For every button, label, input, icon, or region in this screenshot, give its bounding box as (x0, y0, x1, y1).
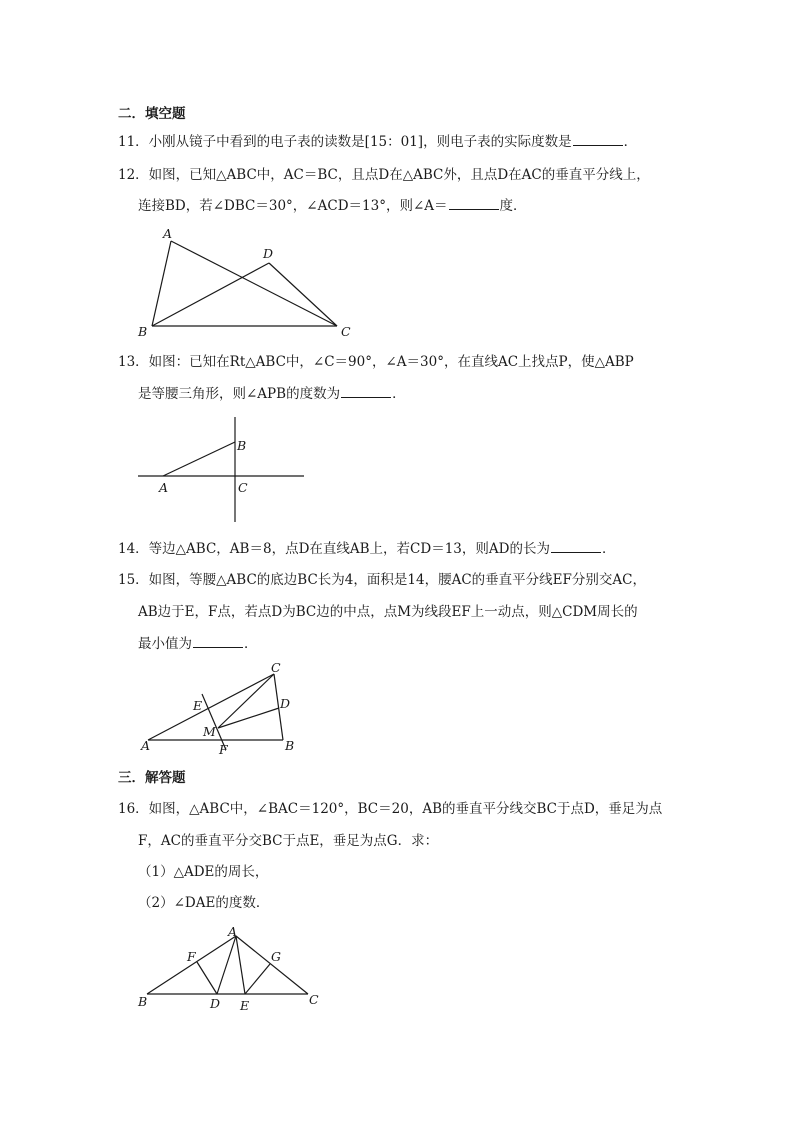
question-13-line-2 (138, 385, 406, 403)
label-d: D (280, 696, 291, 711)
label-f: F (219, 742, 228, 757)
answer-blank-12 (449, 197, 499, 210)
question-15-text: 最小值为 (138, 636, 192, 652)
segment-ac (236, 936, 308, 994)
segment-ba (147, 936, 236, 994)
question-12-text: 连接BD，若∠DBC＝30°，∠ACD＝13°，则∠A＝ (138, 198, 448, 214)
figure-q12 (130, 220, 370, 345)
segment-ab (152, 241, 171, 326)
segment-ab (163, 442, 235, 476)
segment-cm (218, 674, 274, 728)
question-11 (118, 133, 637, 151)
question-15-end: ． (244, 636, 258, 652)
label-m: M (203, 724, 216, 739)
label-a: A (141, 738, 151, 753)
question-12-end: 度． (499, 198, 527, 214)
segment-ad (217, 936, 236, 994)
label-b: B (285, 738, 295, 753)
answer-blank-13 (341, 385, 391, 398)
question-12-line-1: 12．如图，已知△ABC中，AC＝BC，且点D在△ABC外，且点D在AC的垂直平分线上， (118, 167, 650, 183)
question-13-line-1: 13．如图：已知在Rt△ABC中，∠C＝90°，∠A＝30°，在直线AC上找点P，使△ABP (118, 354, 634, 370)
figure-q16 (130, 922, 330, 1017)
question-16-part-1: （1）△ADE的周长， (138, 864, 269, 880)
question-16-line-2: F，AC的垂直平分交BC于点E，垂足为点G．求： (138, 833, 439, 849)
label-a: A (159, 480, 169, 495)
label-d: D (210, 996, 221, 1011)
label-f: F (187, 949, 196, 964)
section-heading-fill-blank: 二．填空题 (118, 106, 186, 122)
label-d: D (263, 246, 274, 261)
question-16-line-1: 16．如图，△ABC中，∠BAC＝120°，BC＝20，AB的垂直平分线交BC于点D，垂足为点 (118, 801, 663, 817)
label-e: E (240, 998, 250, 1013)
label-c: C (238, 480, 248, 495)
segment-bd (152, 263, 269, 326)
question-13-end: ． (392, 386, 406, 402)
label-a: A (163, 226, 173, 241)
label-b: B (237, 438, 247, 453)
label-a: A (228, 924, 238, 939)
question-15-line-1: 15．如图，等腰△ABC的底边BC长为4，面积是14，腰AC的垂直平分线EF分别交AC， (118, 572, 646, 588)
segment-fd (197, 962, 217, 994)
question-14-text: 14．等边△ABC，AB＝8，点D在直线AB上，若CD＝13，则AD的长为 (118, 541, 550, 557)
question-13-text: 是等腰三角形，则∠APB的度数为 (138, 386, 341, 402)
figure-q15 (130, 660, 310, 755)
label-b: B (138, 994, 148, 1009)
question-16-part-2: （2）∠DAE的度数． (138, 895, 270, 911)
segment-ae (236, 936, 245, 994)
figure-q13 (130, 410, 320, 530)
segment-ac (171, 241, 337, 326)
label-b: B (138, 324, 148, 339)
question-11-end: ． (623, 134, 638, 150)
answer-blank-11 (573, 133, 623, 146)
question-15-line-2: AB边于E，F点，若点D为BC边的中点，点M为线段EF上一动点，则△CDM周长的 (138, 604, 638, 620)
label-c: C (341, 324, 351, 339)
label-c: C (271, 660, 281, 675)
segment-ge (245, 964, 270, 994)
label-g: G (271, 949, 281, 964)
question-14 (118, 540, 615, 558)
answer-blank-15 (193, 635, 243, 648)
question-15-line-3 (138, 635, 258, 653)
section-heading-solve: 三．解答题 (118, 770, 186, 786)
question-12-line-2 (138, 197, 527, 215)
segment-dc (269, 263, 337, 326)
answer-blank-14 (551, 540, 601, 553)
segment-md (218, 708, 279, 728)
question-11-text: 11．小刚从镜子中看到的电子表的读数是[15：01]，则电子表的实际度数是 (118, 134, 572, 150)
question-14-end: ． (601, 541, 616, 557)
label-c: C (309, 992, 319, 1007)
label-e: E (193, 698, 203, 713)
